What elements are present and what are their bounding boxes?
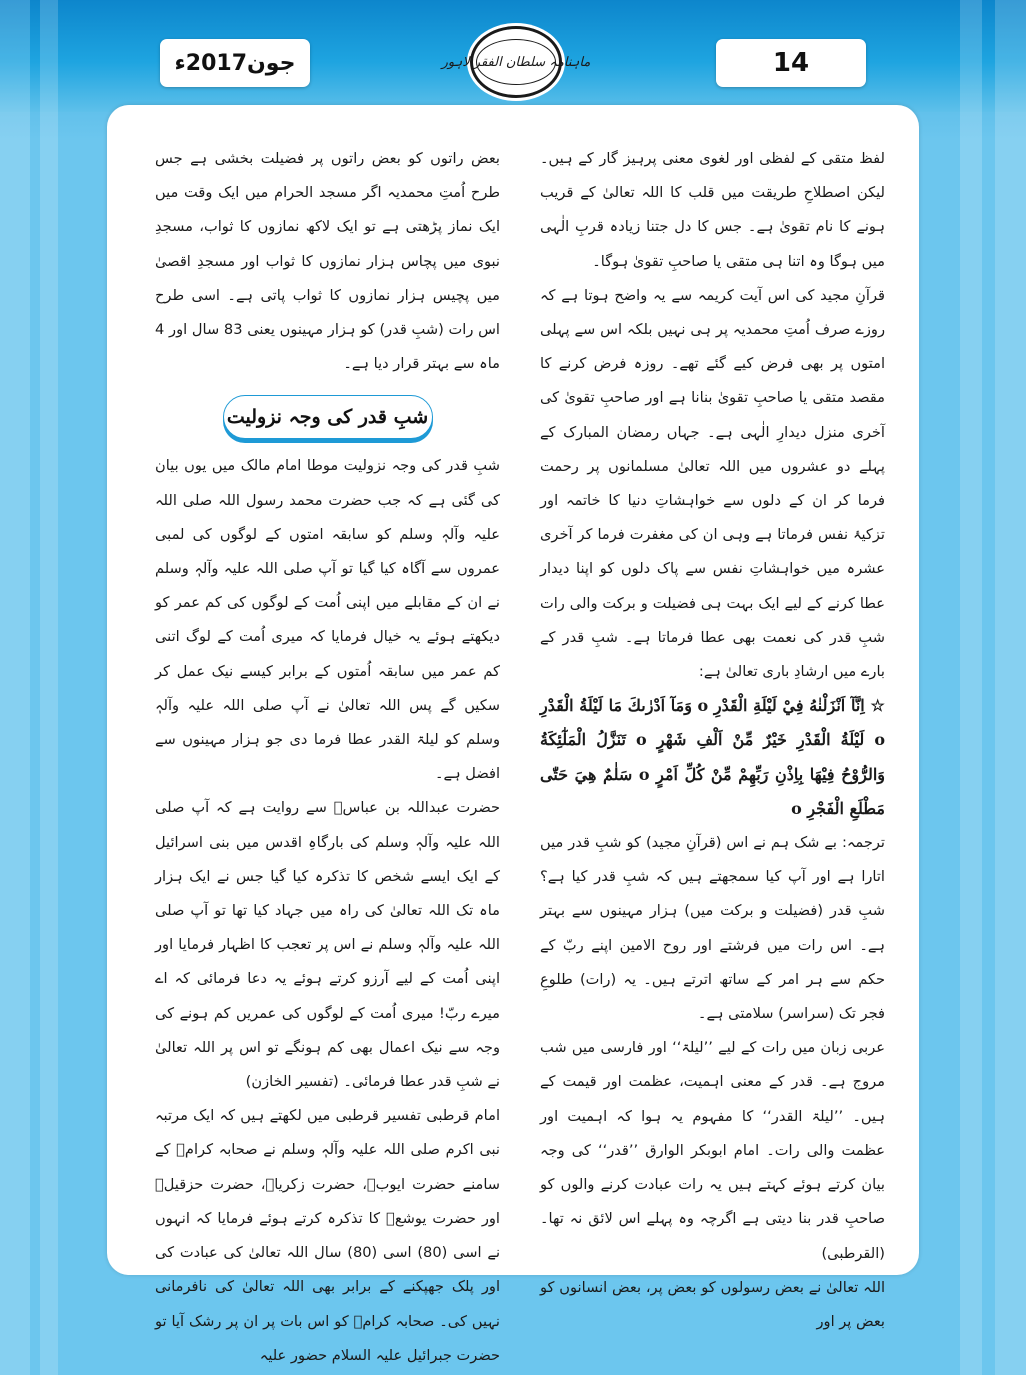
right-column — [540, 142, 885, 1330]
paragraph: عربی زبان میں رات کے لیے ’’لیلۃ‘‘ اور فارسی میں شب مروج ہے۔ قدر کے معنی اہمیت، عظمت اور قیمت کے ہیں۔ ’’لیلۃ القدر‘‘ کا مفہوم یہ ہوا کہ اہمیت اور عظمت والی رات۔ امام ابوبکر الوارق ’’قدر‘‘ کی وجہ بیان کرتے ہوئے کہتے ہیں یہ رات عبادت کرنے والوں کو صاحبِ قدر بنا دیتی ہے اگرچہ وہ پہلے اس لائق نہ تھا۔ (القرطبی) — [540, 1039, 885, 1262]
magazine-logo — [441, 26, 591, 98]
paragraph: شبِ قدر کی وجہ نزولیت موطا امام مالک میں یوں بیان کی گئی ہے کہ جب حضرت محمد رسول اللہ صلی اللہ علیہ وآلہٖ وسلم کو سابقہ امتوں کے لوگوں کی لمبی عمروں سے آگاہ کیا گیا تو آپ صلی اللہ علیہ وآلہٖ وسلم نے ان کے مقابلے میں اپنی اُمت کے لوگوں کی کم عمر کو دیکھتے ہوئے یہ خیال فرمایا کہ میری اُمت کے لوگ اتنی کم عمر میں سابقہ اُمتوں کے برابر کیسے نیک عمل کر سکیں گے پس اللہ تعالیٰ نے آپ صلی اللہ علیہ وآلہٖ وسلم کو لیلۃ القدر عطا فرما دی جو ہزار مہینوں سے افضل ہے۔ — [155, 457, 500, 783]
paragraph: بعض راتوں کو بعض راتوں پر فضیلت بخشی ہے جس طرح اُمتِ محمدیہ اگر مسجد الحرام میں ایک وقت میں ایک نماز پڑھتی ہے تو ایک لاکھ نمازوں کا ثواب، مسجدِ نبوی میں پچاس ہزار نمازوں کا ثواب اور مسجدِ اقصیٰ میں پچیس ہزار نمازوں کا ثواب پاتی ہے۔ اسی طرح اس رات (شبِ قدر) کو ہزار مہینوں یعنی 83 سال اور 4 ماہ سے بہتر قرار دیا ہے۔ — [155, 150, 500, 373]
background-stripe — [40, 0, 58, 1375]
paragraph: حضرت عبداللہ بن عباسؓ سے روایت ہے کہ آپ صلی اللہ علیہ وآلہٖ وسلم کی بارگاہِ اقدس میں بنی اسرائیل کے ایک ایسے شخص کا تذکرہ کیا گیا جس نے ایک ہزار ماہ تک اللہ تعالیٰ کی راہ میں جہاد کیا تھا تو آپ صلی اللہ علیہ وآلہٖ وسلم نے اس پر تعجب کا اظہار فرمایا اور اپنی اُمت کے لیے آرزو کرتے ہوئے یہ دعا فرمائی کہ اے میرے ربّ! میری اُمت کے لوگوں کی عمریں کم ہونے کی وجہ سے نیک اعمال بھی کم ہونگے تو اس پر اللہ تعالیٰ نے شبِ قدر عطا فرمائی۔ (تفسیر الخازن) — [155, 799, 500, 1091]
paragraph: امام قرطبی تفسیر قرطبی میں لکھتے ہیں کہ ایک مرتبہ نبی اکرم صلی اللہ علیہ وآلہٖ وسلم نے صحابہ کرامؓ کے سامنے حضرت ایوبؑ، حضرت زکریاؑ، حضرت حزقیلؑ اور حضرت یوشعؑ کا تذکرہ کرتے ہوئے فرمایا کہ انہوں نے اسی (80) اسی (80) سال اللہ تعالیٰ کی عبادت کی اور پلک جھپکنے کے برابر بھی اللہ تعالیٰ کی نافرمانی نہیں کی۔ صحابہ کرامؓ کو اس بات پر ان پر رشک آیا تو حضرت جبرائیل علیہ السلام حضور علیہ — [155, 1107, 501, 1364]
section-heading: شبِ قدر کی وجہ نزولیت — [223, 395, 433, 439]
page-number: 14 — [716, 39, 866, 87]
section-heading-wrapper — [155, 395, 500, 439]
background-stripe — [995, 0, 1026, 1375]
translation-paragraph: ترجمہ: بے شک ہم نے اس (قرآنِ مجید) کو شبِ قدر میں اتارا ہے اور آپ کیا سمجھتے ہیں کہ شبِ قدر کیا ہے؟ شبِ قدر (فضیلت و برکت میں) ہزار مہینوں سے بہتر ہے۔ اس رات میں فرشتے اور روح الامین اپنے ربّ کے حکم سے ہر امر کے ساتھ اترتے ہیں۔ یہ (رات) طلوعِ فجر تک (سراسر) سلامتی ہے۔ — [540, 834, 885, 1023]
paragraph: لفظ متقی کے لفظی اور لغوی معنی پرہیز گار کے ہیں۔ لیکن اصطلاحِ طریقت میں قلب کا اللہ تعالیٰ کے قریب ہونے کا نام تقویٰ ہے۔ جس کا دل جتنا زیادہ قربِ الٰہی میں ہوگا وہ اتنا ہی متقی یا صاحبِ تقویٰ ہوگا۔ — [540, 150, 885, 270]
paragraph: اللہ تعالیٰ نے بعض رسولوں کو بعض پر، بعض انسانوں کو بعض پر اور — [540, 1278, 885, 1330]
background-stripe — [960, 0, 982, 1375]
paragraph: قرآنِ مجید کی اس آیت کریمہ سے یہ واضح ہوتا ہے کہ روزے صرف اُمتِ محمدیہ پر ہی نہیں بلکہ اس سے پہلی امتوں پر بھی فرض کیے گئے تھے۔ روزہ فرض کرنے کا مقصد متقی یا صاحبِ تقویٰ بنانا ہے اور صاحبِ تقویٰ کی آخری منزل دیدارِ الٰہی ہے۔ جہاں رمضان المبارک کے پہلے دو عشروں میں اللہ تعالیٰ مسلمانوں پر رحمت فرما کر ان کے دلوں سے خواہشاتِ دنیا کا خاتمہ اور تزکیۂ نفس فرماتا ہے وہی ان کی مغفرت فرما کر آخری عشرہ میں خواہشاتِ نفس سے پاک دلوں کو اپنا دیدار عطا کرنے کے لیے ایک بہت ہی فضیلت و برکت والی رات شبِ قدر کی نعمت بھی عطا فرماتا ہے۔ شبِ قدر کے بارے میں ارشادِ باری تعالیٰ ہے: — [540, 286, 885, 681]
issue-date: جون2017ء — [160, 39, 310, 87]
logo-text: ماہنامہ سلطان الفقر لاہور — [476, 39, 556, 85]
quran-verse: ☆ اِنَّآ اَنْزَلْنٰهُ فِيْ لَيْلَةِ الْقَدْرِ o وَمَآ اَدْرٰىكَ مَا لَيْلَةُ الْقَدْرِ o لَيْلَةُ الْقَدْرِ خَيْرٌ مِّنْ اَلْفِ شَهْرٍ o تَنَزَّلُ الْمَلٰٓئِكَةُ وَالرُّوْحُ فِيْهَا بِاِذْنِ رَبِّهِمْ مِّنْ كُلِّ اَمْرٍ o سَلٰمٌ هِيَ حَتّٰى مَطْلَعِ الْفَجْرِ o — [540, 696, 885, 818]
background-stripe — [0, 0, 30, 1375]
left-column — [155, 142, 501, 1364]
